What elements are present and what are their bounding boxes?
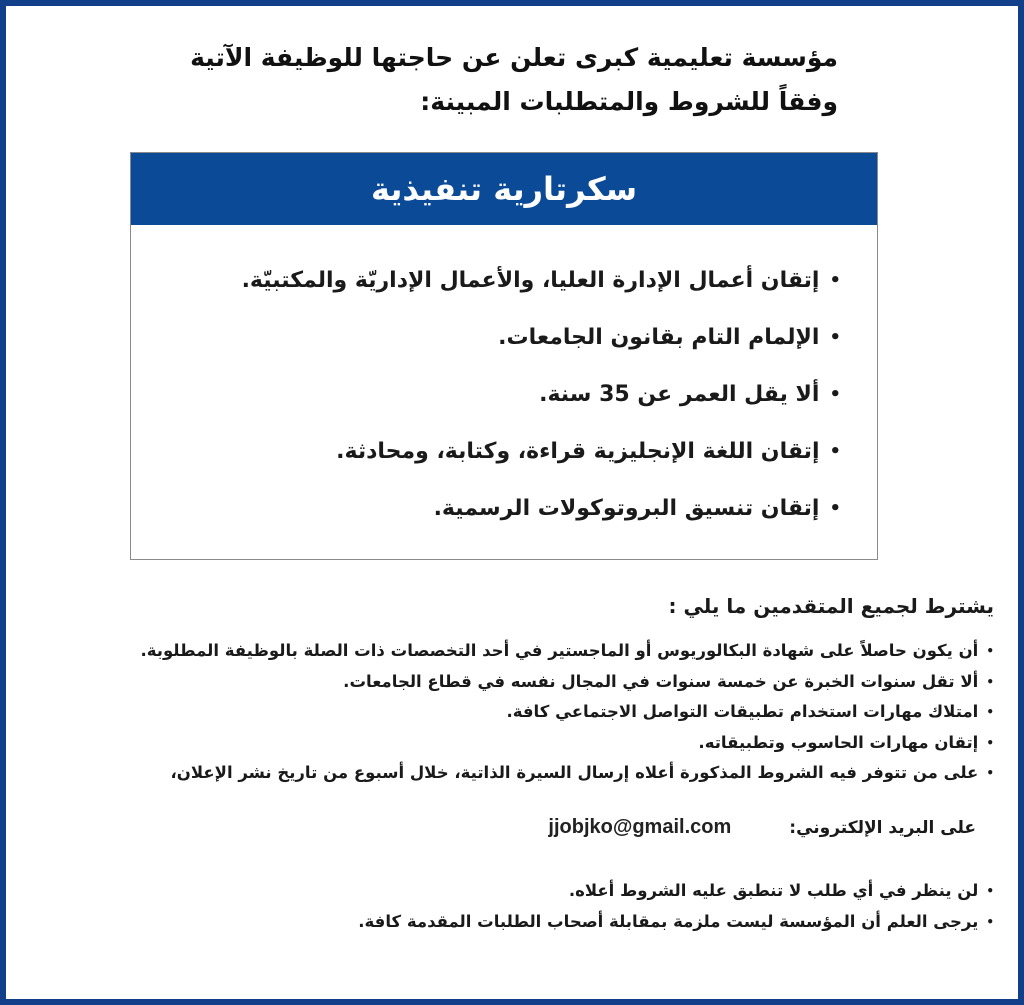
job-title: سكرتارية تنفيذية <box>370 170 638 208</box>
job-requirement <box>131 438 841 466</box>
job-requirement <box>131 495 841 523</box>
job-requirement <box>131 381 841 409</box>
general-requirement <box>34 671 994 693</box>
bullet-icon: • <box>829 441 841 462</box>
intro-line-1: مؤسسة تعليمية كبرى تعلن عن حاجتها للوظيفة الآتية <box>190 43 838 72</box>
general-requirement <box>34 732 994 754</box>
job-title-banner <box>131 153 877 225</box>
job-requirement <box>131 267 841 295</box>
email-address: jjobjko@gmail.com <box>548 816 732 838</box>
general-requirements-list <box>34 640 994 793</box>
bullet-icon: • <box>829 270 841 291</box>
bullet-icon: • <box>986 674 994 689</box>
general-requirements-title: يشترط لجميع المتقدمين ما يلي : <box>668 594 994 618</box>
general-requirement <box>34 701 994 723</box>
email-row <box>548 816 976 839</box>
job-box <box>130 152 878 560</box>
note-item <box>34 880 994 902</box>
note-text: يرجى العلم أن المؤسسة ليست ملزمة بمقابلة أصحاب الطلبات المقدمة كافة. <box>358 911 979 931</box>
general-requirement-text: إتقان مهارات الحاسوب وتطبيقاته. <box>698 732 979 752</box>
note-text: لن ينظر في أي طلب لا تنطبق عليه الشروط أعلاه. <box>568 881 979 900</box>
job-requirement-text: ألا يقل العمر عن 35 سنة. <box>539 382 820 407</box>
bullet-icon: • <box>986 735 994 750</box>
general-requirement-text: امتلاك مهارات استخدام تطبيقات التواصل الاجتماعي كافة. <box>506 702 979 722</box>
bullet-icon: • <box>986 914 994 929</box>
bullet-icon: • <box>829 384 841 405</box>
bullet-icon: • <box>829 327 841 348</box>
general-requirement-text: على من تتوفر فيه الشروط المذكورة أعلاه إرسال السيرة الذاتية، خلال أسبوع من تاريخ نشر الإعلان، <box>170 763 979 783</box>
notes-list <box>34 880 994 941</box>
job-requirement <box>131 324 841 352</box>
bullet-icon: • <box>829 498 841 519</box>
intro-line-2: وفقاً للشروط والمتطلبات المبينة: <box>420 87 838 116</box>
job-requirement-text: إتقان تنسيق البروتوكولات الرسمية. <box>433 496 820 521</box>
bullet-icon: • <box>986 884 994 898</box>
general-requirement-text: أن يكون حاصلاً على شهادة البكالوريوس أو الماجستير في أحد التخصصات ذات الصلة بالوظيفة المطلوبة. <box>140 641 979 660</box>
note-item <box>34 911 994 933</box>
general-requirement <box>34 640 994 662</box>
email-label: على البريد الإلكتروني: <box>789 817 976 838</box>
general-requirement <box>34 762 994 784</box>
job-requirement-text: الإلمام التام بقانون الجامعات. <box>498 325 820 350</box>
bullet-icon: • <box>986 705 994 720</box>
announcement-intro <box>158 36 838 124</box>
job-requirements-list <box>131 225 877 523</box>
bullet-icon: • <box>986 644 994 658</box>
bullet-icon: • <box>986 766 994 781</box>
general-requirement-text: ألا تقل سنوات الخبرة عن خمسة سنوات في المجال نفسه في قطاع الجامعات. <box>343 671 979 691</box>
job-requirement-text: إتقان اللغة الإنجليزية قراءة، وكتابة، ومحادثة. <box>336 439 820 464</box>
job-requirement-text: إتقان أعمال الإدارة العليا، والأعمال الإداريّة والمكتبيّة. <box>241 268 820 293</box>
